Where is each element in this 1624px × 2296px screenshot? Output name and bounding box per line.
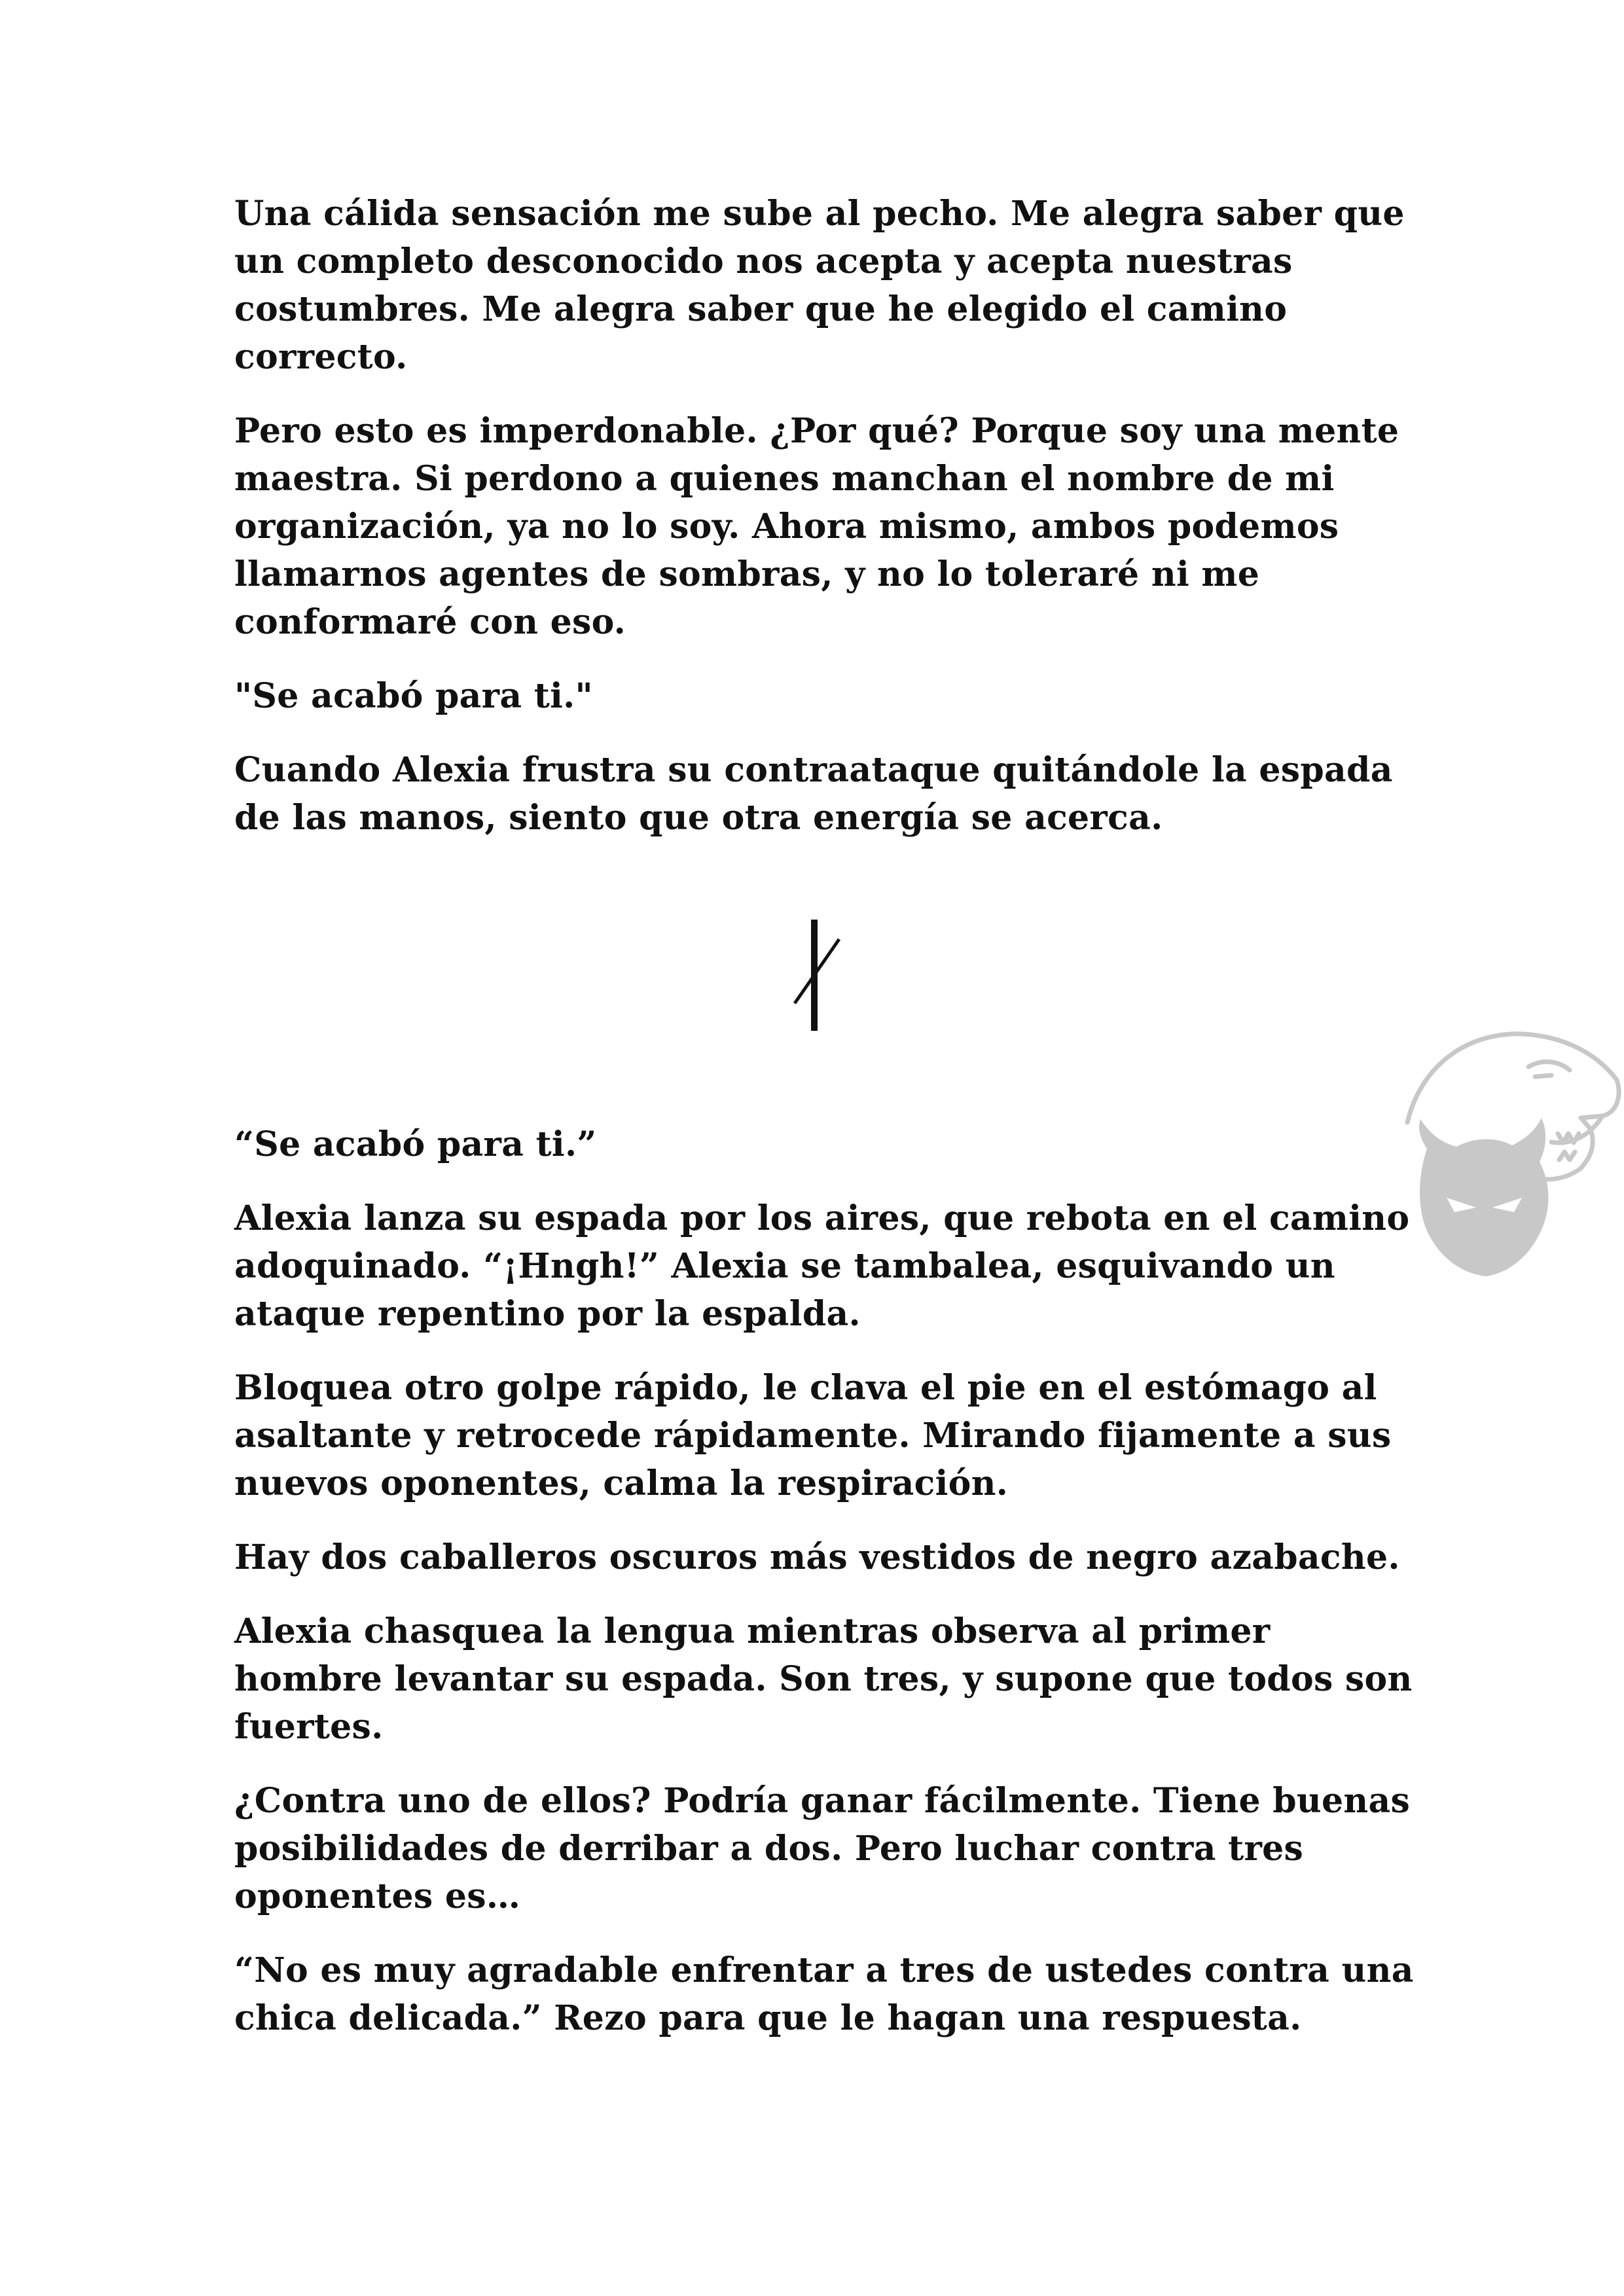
paragraph: Una cálida sensación me sube al pecho. Me alegra saber que un completo desconocido nos acepta y acepta nuestras costumbres. Me alegra saber que he elegido el camino correcto. [234,194,1405,377]
paragraph: "Se acabó para ti." [234,676,593,716]
section-two [234,1121,1426,2068]
section-one [234,190,1426,868]
paragraph: Alexia chasquea la lengua mientras observa al primer hombre levantar su espada. Son tres, y supone que todos son fuertes. [234,1611,1413,1747]
sword-slash-icon [772,913,864,1044]
paragraph: Cuando Alexia frustra su contraataque quitándole la espada de las manos, siento que otra energía se acerca. [234,750,1393,838]
paragraph: “Se acabó para ti.” [234,1124,597,1164]
paragraph: Hay dos caballeros oscuros más vestidos de negro azabache. [234,1537,1400,1577]
dinosaur-devil-watermark-icon [1394,982,1624,1322]
paragraph: “No es muy agradable enfrentar a tres de ustedes contra una chica delicada.” Rezo para que le hagan una respuesta. [234,1950,1414,2038]
paragraph: Bloquea otro golpe rápido, le clava el pie en el estómago al asaltante y retrocede rápidamente. Mirando fijamente a sus nuevos oponentes, calma la respiración. [234,1368,1392,1503]
paragraph: Pero esto es imperdonable. ¿Por qué? Porque soy una mente maestra. Si perdono a quienes manchan el nombre de mi organización, ya no lo soy. Ahora mismo, ambos podemos llamarnos agentes de sombras, y no lo toleraré ni me conformaré con eso. [234,411,1399,642]
paragraph: Alexia lanza su espada por los aires, que rebota en el camino adoquinado. “¡Hngh!” Alexia se tambalea, esquivando un ataque repentino por la espalda. [234,1198,1410,1334]
paragraph: ¿Contra uno de ellos? Podría ganar fácilmente. Tiene buenas posibilidades de derribar a dos. Pero luchar contra tres oponentes es… [234,1781,1411,1916]
